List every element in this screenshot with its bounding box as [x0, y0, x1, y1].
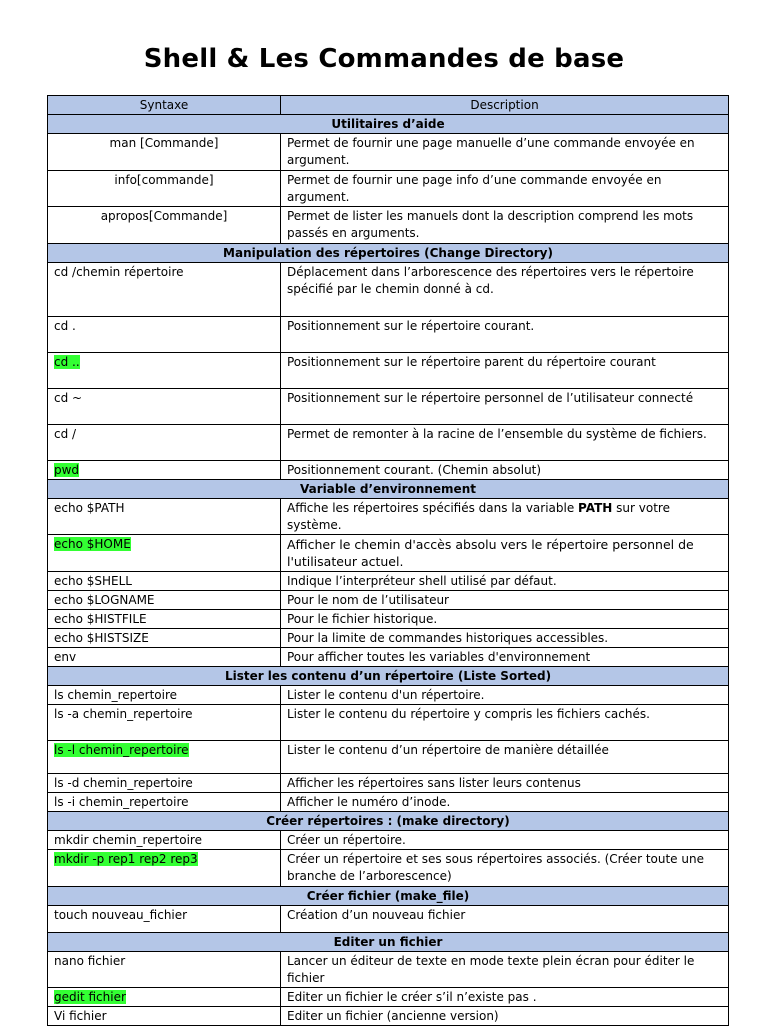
highlighted-command: ls -l chemin_repertoire [54, 743, 189, 757]
command-cell: echo $HISTFILE [48, 610, 281, 629]
description-cell: Positionnement sur le répertoire courant. [281, 317, 729, 353]
command-cell: apropos[Commande] [48, 207, 281, 244]
table-row [48, 207, 729, 244]
page-title: Shell & Les Commandes de base [143, 44, 625, 74]
section-row [48, 933, 729, 952]
table-header-row [48, 96, 729, 115]
command-cell: touch nouveau_fichier [48, 906, 281, 933]
description-cell: Lancer un éditeur de texte en mode texte plein écran pour éditer le fichier [281, 952, 729, 988]
table-row [48, 134, 729, 171]
command-cell: Vi fichier [48, 1007, 281, 1026]
description-cell: Pour afficher toutes les variables d'environnement [281, 648, 729, 667]
description-cell: Déplacement dans l’arborescence des répertoires vers le répertoire spécifié par le chemin donné à cd. [281, 263, 729, 317]
table-row [48, 686, 729, 705]
table-row [48, 1007, 729, 1026]
table-row [48, 629, 729, 648]
highlighted-command: mkdir -p rep1 rep2 rep3 [54, 852, 198, 866]
command-cell: ls -i chemin_repertoire [48, 793, 281, 812]
description-cell: Permet de fournir une page info d’une commande envoyée en argument. [281, 171, 729, 207]
command-cell [48, 535, 281, 572]
command-cell: echo $HISTSIZE [48, 629, 281, 648]
description-cell: Indique l’interpréteur shell utilisé par défaut. [281, 572, 729, 591]
table-row [48, 389, 729, 425]
description-cell: Editer un fichier (ancienne version) [281, 1007, 729, 1026]
highlighted-command: echo $HOME [54, 537, 131, 551]
section-row [48, 812, 729, 831]
description-cell: Lister le contenu d’un répertoire de manière détaillée [281, 741, 729, 774]
command-cell: echo $PATH [48, 499, 281, 535]
desc-keyword: PATH [578, 501, 613, 515]
command-cell: ls -a chemin_repertoire [48, 705, 281, 741]
command-cell [48, 741, 281, 774]
description-cell: Créer un répertoire. [281, 831, 729, 850]
command-cell: cd ~ [48, 389, 281, 425]
section-row [48, 667, 729, 686]
table-row [48, 906, 729, 933]
command-cell: cd / [48, 425, 281, 461]
table-row [48, 317, 729, 353]
command-cell: ls -d chemin_repertoire [48, 774, 281, 793]
table-row [48, 988, 729, 1007]
table-row [48, 572, 729, 591]
table-row [48, 171, 729, 207]
command-cell [48, 461, 281, 480]
highlighted-command: cd .. [54, 355, 80, 369]
header-syntax: Syntaxe [48, 96, 281, 115]
table-row [48, 425, 729, 461]
section-title-cd: Manipulation des répertoires (Change Directory) [48, 244, 729, 263]
command-cell [48, 988, 281, 1007]
highlighted-command: pwd [54, 463, 80, 477]
command-cell: echo $LOGNAME [48, 591, 281, 610]
section-title-edit: Editer un fichier [48, 933, 729, 952]
section-row [48, 480, 729, 499]
description-cell: Afficher le chemin d'accès absolu vers le répertoire personnel de l'utilisateur actuel. [281, 535, 729, 572]
description-cell: Créer un répertoire et ses sous répertoires associés. (Créer toute une branche de l’arborescence) [281, 850, 729, 887]
table-row [48, 850, 729, 887]
description-cell: Positionnement courant. (Chemin absolut) [281, 461, 729, 480]
description-cell: Permet de fournir une page manuelle d’une commande envoyée en argument. [281, 134, 729, 171]
table-row [48, 353, 729, 389]
description-cell: Positionnement sur le répertoire parent du répertoire courant [281, 353, 729, 389]
section-title-help: Utilitaires d’aide [48, 115, 729, 134]
table-row [48, 461, 729, 480]
description-cell: Pour le fichier historique. [281, 610, 729, 629]
table-row [48, 952, 729, 988]
table-row [48, 705, 729, 741]
section-row [48, 887, 729, 906]
command-cell: env [48, 648, 281, 667]
description-cell: Pour la limite de commandes historiques accessibles. [281, 629, 729, 648]
command-cell: ls chemin_repertoire [48, 686, 281, 705]
section-title-mkdir: Créer répertoires : (make directory) [48, 812, 729, 831]
table-row [48, 741, 729, 774]
table-row [48, 591, 729, 610]
table-row [48, 263, 729, 317]
command-cell: man [Commande] [48, 134, 281, 171]
highlighted-command: gedit fichier [54, 990, 126, 1004]
section-title-touch: Créer fichier (make_file) [48, 887, 729, 906]
table-row [48, 535, 729, 572]
commands-table [47, 95, 729, 1026]
command-cell: cd . [48, 317, 281, 353]
section-title-env: Variable d’environnement [48, 480, 729, 499]
description-cell: Lister le contenu d'un répertoire. [281, 686, 729, 705]
table-row [48, 774, 729, 793]
command-cell [48, 850, 281, 887]
description-cell [281, 499, 729, 535]
description-cell: Création d’un nouveau fichier [281, 906, 729, 933]
table-row [48, 610, 729, 629]
desc-text: sur votre système. [287, 501, 670, 532]
table-row [48, 648, 729, 667]
description-cell: Afficher le numéro d’inode. [281, 793, 729, 812]
section-row [48, 115, 729, 134]
description-cell: Permet de remonter à la racine de l’ensemble du système de fichiers. [281, 425, 729, 461]
description-cell: Editer un fichier le créer s’il n’existe pas . [281, 988, 729, 1007]
command-cell: nano fichier [48, 952, 281, 988]
command-cell: info[commande] [48, 171, 281, 207]
description-cell: Positionnement sur le répertoire personnel de l’utilisateur connecté [281, 389, 729, 425]
description-cell: Pour le nom de l’utilisateur [281, 591, 729, 610]
table-row [48, 499, 729, 535]
command-cell [48, 353, 281, 389]
header-description: Description [281, 96, 729, 115]
command-cell: echo $SHELL [48, 572, 281, 591]
command-cell: mkdir chemin_repertoire [48, 831, 281, 850]
description-cell: Afficher les répertoires sans lister leurs contenus [281, 774, 729, 793]
table-row [48, 831, 729, 850]
desc-text: Affiche les répertoires spécifiés dans la variable [287, 501, 579, 515]
description-cell: Permet de lister les manuels dont la description comprend les mots passés en arguments. [281, 207, 729, 244]
description-cell: Lister le contenu du répertoire y compris les fichiers cachés. [281, 705, 729, 741]
command-cell: cd /chemin répertoire [48, 263, 281, 317]
section-title-ls: Lister les contenu d’un répertoire (Liste Sorted) [48, 667, 729, 686]
table-row [48, 793, 729, 812]
section-row [48, 244, 729, 263]
